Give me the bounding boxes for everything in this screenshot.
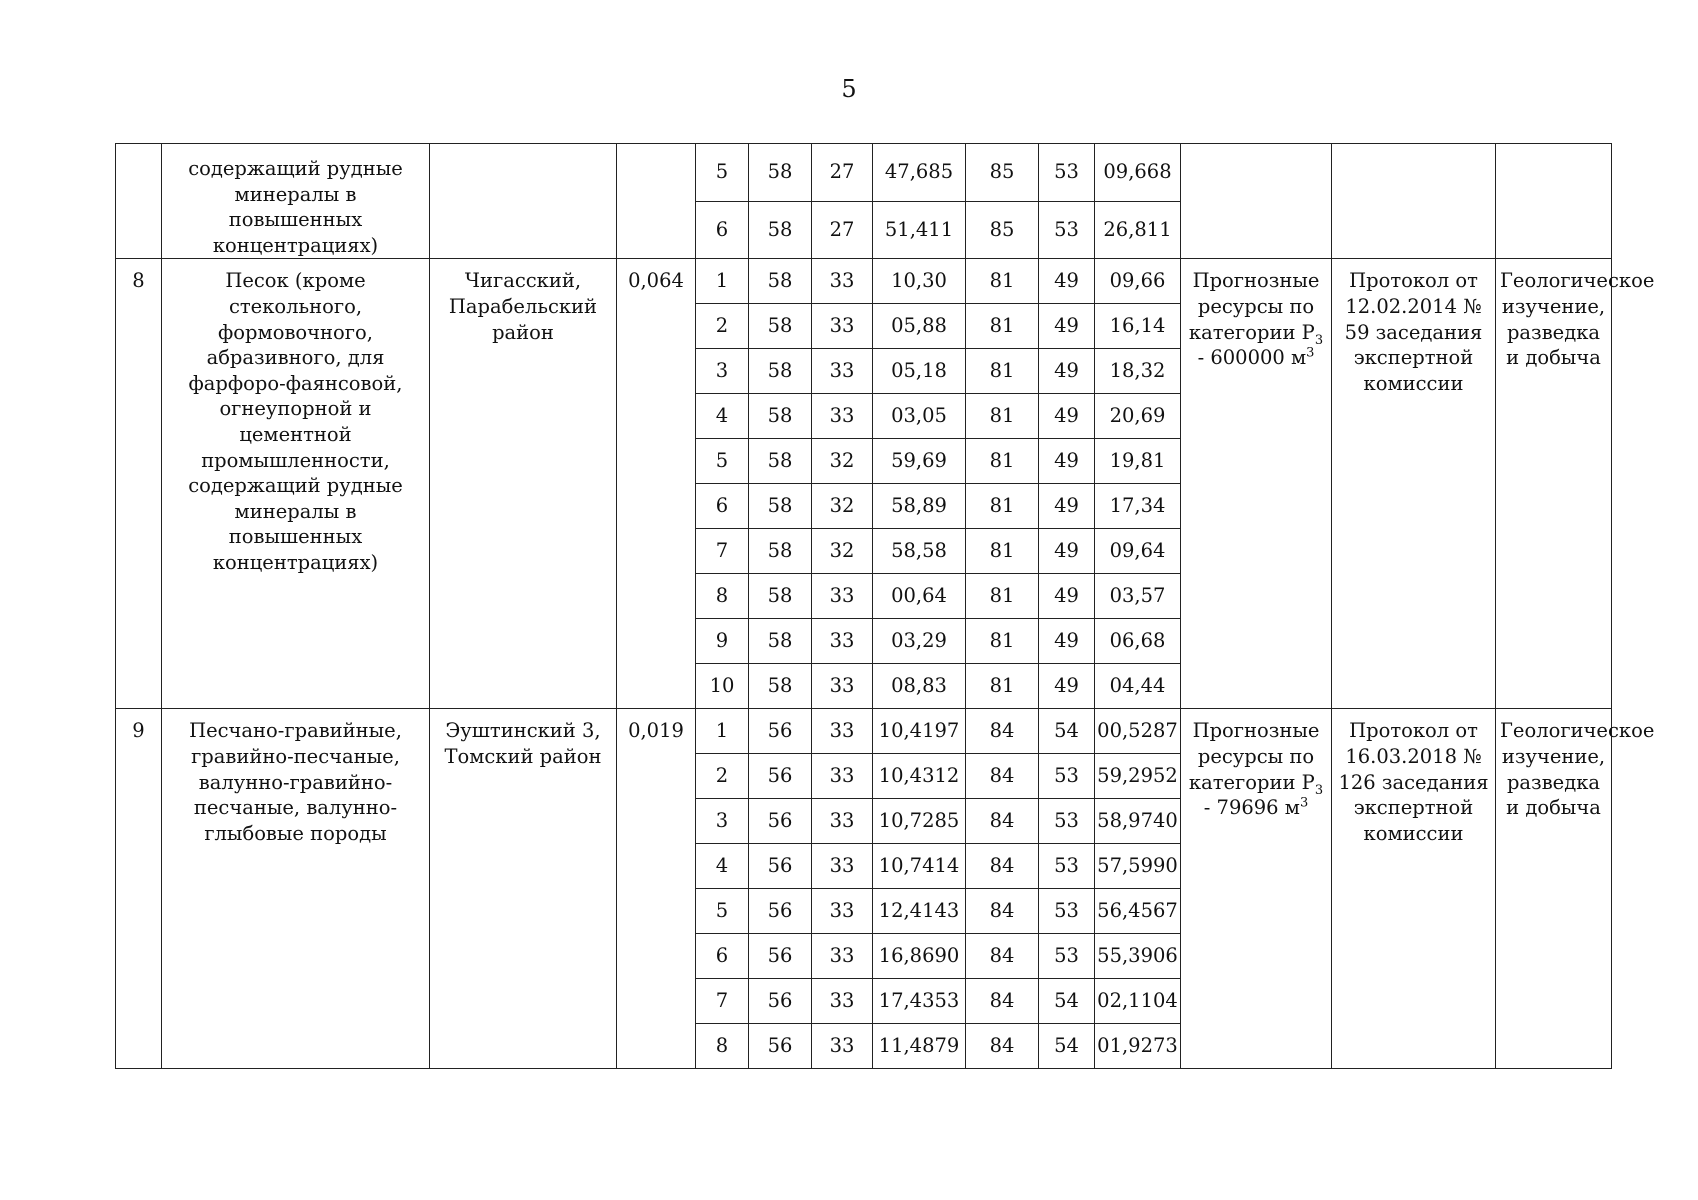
coord-lon-sec: 20,69 xyxy=(1095,394,1181,439)
coord-lat-sec: 51,411 xyxy=(873,201,966,259)
coord-lat-deg: 58 xyxy=(749,144,812,202)
coord-lat-deg: 58 xyxy=(749,664,812,709)
coord-lon-min: 54 xyxy=(1039,1024,1095,1069)
coord-point-number: 8 xyxy=(696,574,749,619)
purpose: Геологическое изучение, разведка и добыча xyxy=(1496,259,1612,709)
location-cell xyxy=(430,144,617,259)
coord-lon-min: 53 xyxy=(1039,889,1095,934)
coord-lat-min: 33 xyxy=(812,799,873,844)
coord-lat-min: 33 xyxy=(812,979,873,1024)
location: Чигасский, Парабельский район xyxy=(430,259,617,709)
table-row xyxy=(116,259,1612,304)
row-number: 9 xyxy=(116,709,162,1069)
coord-lon-deg: 84 xyxy=(966,799,1039,844)
coord-lat-deg: 56 xyxy=(749,979,812,1024)
coord-lat-sec: 58,58 xyxy=(873,529,966,574)
coord-lat-deg: 58 xyxy=(749,201,812,259)
coord-point-number: 2 xyxy=(696,754,749,799)
coord-lat-sec: 58,89 xyxy=(873,484,966,529)
coord-lon-sec: 00,5287 xyxy=(1095,709,1181,754)
coord-point-number: 10 xyxy=(696,664,749,709)
coord-lat-sec: 16,8690 xyxy=(873,934,966,979)
coord-lon-sec: 59,2952 xyxy=(1095,754,1181,799)
coord-lat-sec: 08,83 xyxy=(873,664,966,709)
coord-lon-sec: 19,81 xyxy=(1095,439,1181,484)
coord-lat-deg: 56 xyxy=(749,709,812,754)
row-number-cell xyxy=(116,144,162,259)
coord-point-number: 6 xyxy=(696,934,749,979)
coord-lon-deg: 84 xyxy=(966,754,1039,799)
coord-lon-deg: 81 xyxy=(966,664,1039,709)
coord-lon-min: 54 xyxy=(1039,709,1095,754)
coord-point-number: 8 xyxy=(696,1024,749,1069)
coord-lon-sec: 06,68 xyxy=(1095,619,1181,664)
resources-unit-power: 3 xyxy=(1299,795,1309,811)
protocol: Протокол от 12.02.2014 № 59 заседания экспертной комиссии xyxy=(1332,259,1496,709)
coord-lon-deg: 81 xyxy=(966,394,1039,439)
coord-point-number: 9 xyxy=(696,619,749,664)
coord-lon-sec: 18,32 xyxy=(1095,349,1181,394)
coord-lon-deg: 81 xyxy=(966,619,1039,664)
mineral-description: Песок (кроме стекольного, формовочного, абразивного, для фарфоро-фаянсовой, огнеупорной и цементной промышленности, содержащий рудные минералы в повышенных концентрациях) xyxy=(162,259,430,709)
coord-lon-min: 53 xyxy=(1039,201,1095,259)
coord-lon-deg: 84 xyxy=(966,934,1039,979)
coord-point-number: 1 xyxy=(696,259,749,304)
coord-point-number: 4 xyxy=(696,844,749,889)
coord-lat-min: 33 xyxy=(812,934,873,979)
coord-lon-sec: 16,14 xyxy=(1095,304,1181,349)
coord-lat-min: 33 xyxy=(812,754,873,799)
coord-lon-deg: 85 xyxy=(966,144,1039,202)
license-areas-table xyxy=(115,143,1655,1069)
resources-category-index: 3 xyxy=(1314,332,1324,348)
coord-lat-deg: 58 xyxy=(749,349,812,394)
coord-lat-deg: 58 xyxy=(749,529,812,574)
coord-lon-min: 49 xyxy=(1039,529,1095,574)
table-row xyxy=(116,709,1612,754)
mineral-description: содержащий рудные минералы в повышенных концентрациях) xyxy=(162,144,430,259)
coord-lon-deg: 81 xyxy=(966,304,1039,349)
coord-lon-sec: 55,3906 xyxy=(1095,934,1181,979)
coord-lat-deg: 58 xyxy=(749,574,812,619)
coord-lon-sec: 26,811 xyxy=(1095,201,1181,259)
coord-lon-min: 49 xyxy=(1039,304,1095,349)
coord-lat-sec: 05,18 xyxy=(873,349,966,394)
coord-point-number: 3 xyxy=(696,349,749,394)
coord-lat-sec: 10,7285 xyxy=(873,799,966,844)
coord-lat-sec: 03,05 xyxy=(873,394,966,439)
coord-lat-sec: 47,685 xyxy=(873,144,966,202)
coord-lat-min: 32 xyxy=(812,439,873,484)
coord-lat-deg: 58 xyxy=(749,484,812,529)
coord-lon-min: 49 xyxy=(1039,439,1095,484)
resources xyxy=(1181,259,1332,709)
area: 0,064 xyxy=(617,259,696,709)
coord-lat-sec: 10,30 xyxy=(873,259,966,304)
coord-lon-min: 49 xyxy=(1039,394,1095,439)
coord-lat-deg: 58 xyxy=(749,394,812,439)
coord-lon-sec: 04,44 xyxy=(1095,664,1181,709)
area-cell xyxy=(617,144,696,259)
area: 0,019 xyxy=(617,709,696,1069)
coord-lat-sec: 10,4197 xyxy=(873,709,966,754)
coord-lon-min: 49 xyxy=(1039,349,1095,394)
coord-lat-deg: 56 xyxy=(749,934,812,979)
coord-lon-sec: 17,34 xyxy=(1095,484,1181,529)
resources-text: Прогнозные ресурсы по категории P xyxy=(1188,719,1320,794)
coord-lon-sec: 09,668 xyxy=(1095,144,1181,202)
coord-lat-sec: 00,64 xyxy=(873,574,966,619)
coord-lon-min: 49 xyxy=(1039,484,1095,529)
resources-value: - 600000 м xyxy=(1197,346,1307,370)
coord-lat-deg: 58 xyxy=(749,439,812,484)
coord-lat-deg: 58 xyxy=(749,619,812,664)
coord-lon-sec: 01,9273 xyxy=(1095,1024,1181,1069)
coord-lon-deg: 81 xyxy=(966,439,1039,484)
resources-cell xyxy=(1181,144,1332,259)
coord-lon-sec: 09,66 xyxy=(1095,259,1181,304)
coord-lat-min: 33 xyxy=(812,349,873,394)
location: Эуштинский 3, Томский район xyxy=(430,709,617,1069)
coord-lat-sec: 10,7414 xyxy=(873,844,966,889)
coord-lon-sec: 56,4567 xyxy=(1095,889,1181,934)
coord-lon-sec: 58,9740 xyxy=(1095,799,1181,844)
coord-lat-sec: 03,29 xyxy=(873,619,966,664)
coord-lon-sec: 02,1104 xyxy=(1095,979,1181,1024)
resources-category-index: 3 xyxy=(1314,782,1324,798)
coord-lat-sec: 12,4143 xyxy=(873,889,966,934)
coord-lon-min: 49 xyxy=(1039,574,1095,619)
coord-lon-deg: 81 xyxy=(966,349,1039,394)
coord-lon-sec: 09,64 xyxy=(1095,529,1181,574)
coord-lon-min: 54 xyxy=(1039,979,1095,1024)
coord-lon-min: 53 xyxy=(1039,844,1095,889)
coord-lon-deg: 81 xyxy=(966,529,1039,574)
coord-lat-min: 33 xyxy=(812,304,873,349)
coord-lat-min: 27 xyxy=(812,201,873,259)
resources-text: Прогнозные ресурсы по категории P xyxy=(1188,269,1320,344)
coord-lon-deg: 81 xyxy=(966,259,1039,304)
coord-lon-min: 49 xyxy=(1039,619,1095,664)
coord-lat-deg: 56 xyxy=(749,754,812,799)
coord-lat-sec: 10,4312 xyxy=(873,754,966,799)
coord-lon-min: 53 xyxy=(1039,799,1095,844)
protocol-cell xyxy=(1332,144,1496,259)
coord-lon-min: 49 xyxy=(1039,664,1095,709)
coord-lat-sec: 59,69 xyxy=(873,439,966,484)
coord-lat-min: 32 xyxy=(812,529,873,574)
page-number: 5 xyxy=(841,75,857,103)
coord-lon-deg: 84 xyxy=(966,1024,1039,1069)
coord-lat-min: 33 xyxy=(812,709,873,754)
resources-value: - 79696 м xyxy=(1203,796,1300,820)
coord-lat-sec: 17,4353 xyxy=(873,979,966,1024)
coord-point-number: 7 xyxy=(696,529,749,574)
coord-point-number: 1 xyxy=(696,709,749,754)
row-number: 8 xyxy=(116,259,162,709)
coord-lat-min: 33 xyxy=(812,394,873,439)
coord-lon-min: 53 xyxy=(1039,934,1095,979)
coord-point-number: 3 xyxy=(696,799,749,844)
coord-lat-min: 33 xyxy=(812,844,873,889)
coord-lon-min: 53 xyxy=(1039,754,1095,799)
coord-lon-deg: 85 xyxy=(966,201,1039,259)
coord-lat-min: 33 xyxy=(812,619,873,664)
coord-lat-min: 33 xyxy=(812,664,873,709)
coord-lat-min: 27 xyxy=(812,144,873,202)
coord-lon-deg: 84 xyxy=(966,844,1039,889)
coord-point-number: 6 xyxy=(696,201,749,259)
resources-unit-power: 3 xyxy=(1306,345,1315,361)
coord-lon-sec: 03,57 xyxy=(1095,574,1181,619)
protocol: Протокол от 16.03.2018 № 126 заседания экспертной комиссии xyxy=(1332,709,1496,1069)
coord-lon-deg: 84 xyxy=(966,709,1039,754)
coord-lon-sec: 57,5990 xyxy=(1095,844,1181,889)
table-row xyxy=(116,144,1612,202)
coord-lat-sec: 05,88 xyxy=(873,304,966,349)
coord-point-number: 7 xyxy=(696,979,749,1024)
coord-lat-deg: 58 xyxy=(749,304,812,349)
coord-lat-min: 33 xyxy=(812,889,873,934)
coord-lat-deg: 56 xyxy=(749,889,812,934)
coord-lat-min: 32 xyxy=(812,484,873,529)
coord-point-number: 2 xyxy=(696,304,749,349)
coord-point-number: 6 xyxy=(696,484,749,529)
coord-lon-deg: 81 xyxy=(966,484,1039,529)
coord-lat-deg: 56 xyxy=(749,844,812,889)
mineral-description: Песчано-гравийные, гравийно-песчаные, валунно-гравийно-песчаные, валунно-глыбовые породы xyxy=(162,709,430,1069)
coord-lat-deg: 58 xyxy=(749,259,812,304)
coord-lon-deg: 84 xyxy=(966,889,1039,934)
resources xyxy=(1181,709,1332,1069)
coord-point-number: 4 xyxy=(696,394,749,439)
coord-lon-min: 53 xyxy=(1039,144,1095,202)
purpose: Геологическое изучение, разведка и добыча xyxy=(1496,709,1612,1069)
coord-point-number: 5 xyxy=(696,144,749,202)
coord-lon-deg: 84 xyxy=(966,979,1039,1024)
coord-lat-min: 33 xyxy=(812,259,873,304)
coord-lat-deg: 56 xyxy=(749,1024,812,1069)
coord-lat-min: 33 xyxy=(812,574,873,619)
coord-lat-deg: 56 xyxy=(749,799,812,844)
coord-lon-min: 49 xyxy=(1039,259,1095,304)
coord-lat-min: 33 xyxy=(812,1024,873,1069)
purpose-cell xyxy=(1496,144,1612,259)
coord-point-number: 5 xyxy=(696,439,749,484)
coord-lat-sec: 11,4879 xyxy=(873,1024,966,1069)
coord-point-number: 5 xyxy=(696,889,749,934)
coord-lon-deg: 81 xyxy=(966,574,1039,619)
